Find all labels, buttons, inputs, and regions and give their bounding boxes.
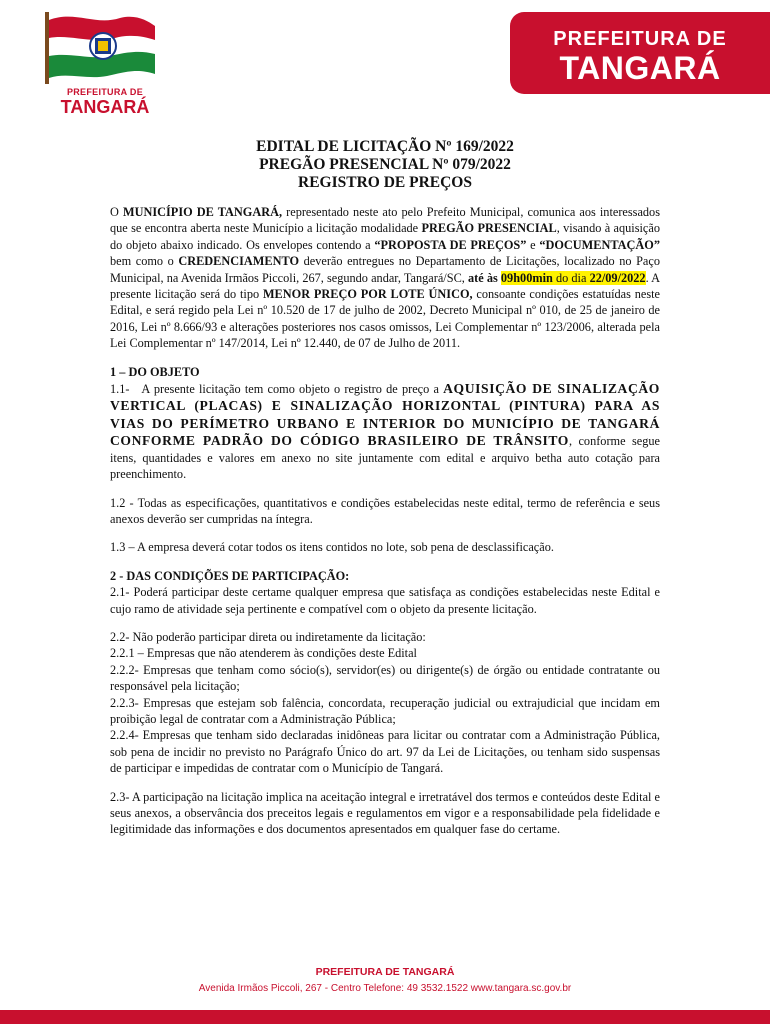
intro-text: consoante condições estatuídas neste Edital, e será regido pela Lei nº 10.520 de 17 de julho de 2002, Decreto Municipal nº 010, de 25 de janeiro de 2016, Lei nº 8.666/93 e alterações posteriores nos casos omissos, Lei Complementar nº 123/2006, alterada pela Lei Complementar nº 147/2014, Lei nº 12.440, de 07 de Julho de 2011. bbox=[110, 287, 660, 351]
intro-text: , visando à aquisição do objeto abaixo indicado. Os envelopes contendo a bbox=[110, 221, 660, 252]
footer-title: PREFEITURA DE TANGARÁ bbox=[315, 966, 455, 978]
section2-item-2-4: 2.2.4- Empresas que tenham sido declaradas inidôneas para licitar ou contratar com a Administração Pública, sob pena de incidir no previsto no Parágrafo Único do art. 97 da Lei de Licitações, ou tenham sido suspensas de participar e impedidas de contratar com o Município de Tangará. bbox=[110, 728, 660, 776]
intro-bold: CREDENCIAMENTO bbox=[178, 254, 300, 269]
section2-item-2-3: 2.2.3- Empresas que estejam sob falência, concordata, recuperação judicial ou extrajudicial que incidam em proibição legal de contratar com a Administração Pública; bbox=[110, 695, 660, 726]
logo-caption-line2: TANGARÁ bbox=[60, 97, 150, 117]
intro-bold: “PROPOSTA DE PREÇOS” bbox=[374, 237, 527, 252]
flag-icon bbox=[35, 8, 165, 88]
section2-heading bbox=[110, 568, 660, 584]
brand-banner bbox=[510, 12, 770, 94]
deadline-date: 22/09/2022 bbox=[589, 270, 646, 285]
title-line-1: EDITAL DE LICITAÇÃO Nº 169/2022 bbox=[256, 138, 514, 155]
brand-banner-line2: TANGARÁ bbox=[559, 50, 721, 86]
municipal-logo bbox=[35, 8, 165, 126]
section2-item-3: 2.3- A participação na licitação implica na aceitação integral e irretratável dos termos e conteúdos deste Edital e seus anexos, a observância dos preceitos legais e regulamentos em vigor e a responsabilidade pela fidelidade e legitimidade das informações e dos documentos apresentados em qualquer fase do certame. bbox=[110, 789, 660, 837]
item-text: A presente licitação tem como objeto o registro de preço a bbox=[137, 382, 444, 397]
logo-caption-line1: PREFEITURA DE bbox=[66, 87, 144, 97]
intro-text: do dia bbox=[552, 270, 590, 285]
footer-bar bbox=[0, 1010, 770, 1024]
deadline-time: 09h00min bbox=[500, 270, 553, 285]
page-header bbox=[0, 0, 770, 125]
intro-text: deverão entregues no Departamento de Licitações, localizado no Paço Municipal, na Avenida Irmãos Piccoli, 267, segundo andar, Tangará/SC, bbox=[110, 254, 660, 285]
section2-item-2-1: 2.2.1 – Empresas que não atenderem às condições deste Edital bbox=[110, 646, 417, 661]
title-line-2: PREGÃO PRESENCIAL Nº 079/2022 bbox=[259, 156, 511, 173]
section1-item-3: 1.3 – A empresa deverá cotar todos os itens contidos no lote, sob pena de desclassificação. bbox=[110, 540, 554, 555]
document-title bbox=[110, 138, 660, 192]
intro-text: . A presente licitação será do tipo bbox=[110, 270, 661, 302]
section1-item-2: 1.2 - Todas as especificações, quantitativos e condições estabelecidas neste edital, termo de referência e seus anexos deverão ser cumpridas na íntegra. bbox=[110, 495, 660, 526]
section2-item-2-2: 2.2.2- Empresas que tenham como sócio(s), servidor(es) ou dirigente(s) de órgão ou entidade contratante ou responsável pela licitação; bbox=[110, 662, 660, 694]
footer-contact: Avenida Irmãos Piccoli, 267 - Centro Telefone: 49 3532.1522 www.tangara.sc.gov.br bbox=[198, 983, 572, 994]
section1-heading bbox=[110, 364, 660, 380]
item-number: 1.1- bbox=[110, 382, 130, 397]
page-footer bbox=[0, 966, 770, 994]
intro-bold: MENOR PREÇO POR LOTE ÚNICO, bbox=[262, 287, 473, 302]
section2-item-2: 2.2- Não poderão participar direta ou indiretamente da licitação: bbox=[110, 629, 426, 644]
intro-text: representado neste ato pelo Prefeito Municipal, comunica aos interessados que se encontra aberta neste Município a licitação modalidade bbox=[110, 205, 660, 236]
intro-paragraph bbox=[110, 204, 660, 352]
brand-banner-line1: PREFEITURA DE bbox=[553, 28, 727, 50]
document-body bbox=[110, 138, 660, 838]
intro-text: bem como o bbox=[110, 254, 179, 269]
item-text: , conforme segue itens, quantidades e valores em anexo no site juntamente com edital e arquivo betha auto cotação para preenchimento. bbox=[110, 434, 660, 482]
intro-bold: até às bbox=[467, 270, 498, 285]
intro-bold: “DOCUMENTAÇÃO” bbox=[539, 237, 660, 252]
highlighted-time bbox=[501, 271, 646, 285]
object-description: AQUISIÇÃO DE SINALIZAÇÃO VERTICAL (PLACAS) E SINALIZAÇÃO HORIZONTAL (PINTURA) PARA AS VIAS DO PERÍMETRO URBANO E INTERIOR DO MUNICÍPIO DE TANGARÁ CONFORME PADRÃO DO CÓDIGO BRASILEIRO DE TRÂNSITO bbox=[110, 381, 660, 449]
intro-text: O bbox=[110, 205, 123, 219]
logo-caption bbox=[55, 88, 155, 116]
section1-item-1 bbox=[110, 380, 660, 482]
intro-bold: PREGÃO PRESENCIAL bbox=[421, 221, 557, 236]
section2-heading-text: 2 - DAS CONDIÇÕES DE PARTICIPAÇÃO: bbox=[110, 568, 350, 583]
section1-heading-text: 1 – DO OBJETO bbox=[110, 364, 200, 379]
intro-text: e bbox=[526, 237, 540, 252]
title-line-3: REGISTRO DE PREÇOS bbox=[298, 174, 472, 191]
intro-bold: MUNICÍPIO DE TANGARÁ, bbox=[122, 205, 283, 219]
section2-item-1: 2.1- Poderá participar deste certame qualquer empresa que satisfaça as condições estabelecidas neste Edital e cujo ramo de atividade seja pertinente e compatível com o objeto da presente licitação. bbox=[110, 585, 660, 616]
